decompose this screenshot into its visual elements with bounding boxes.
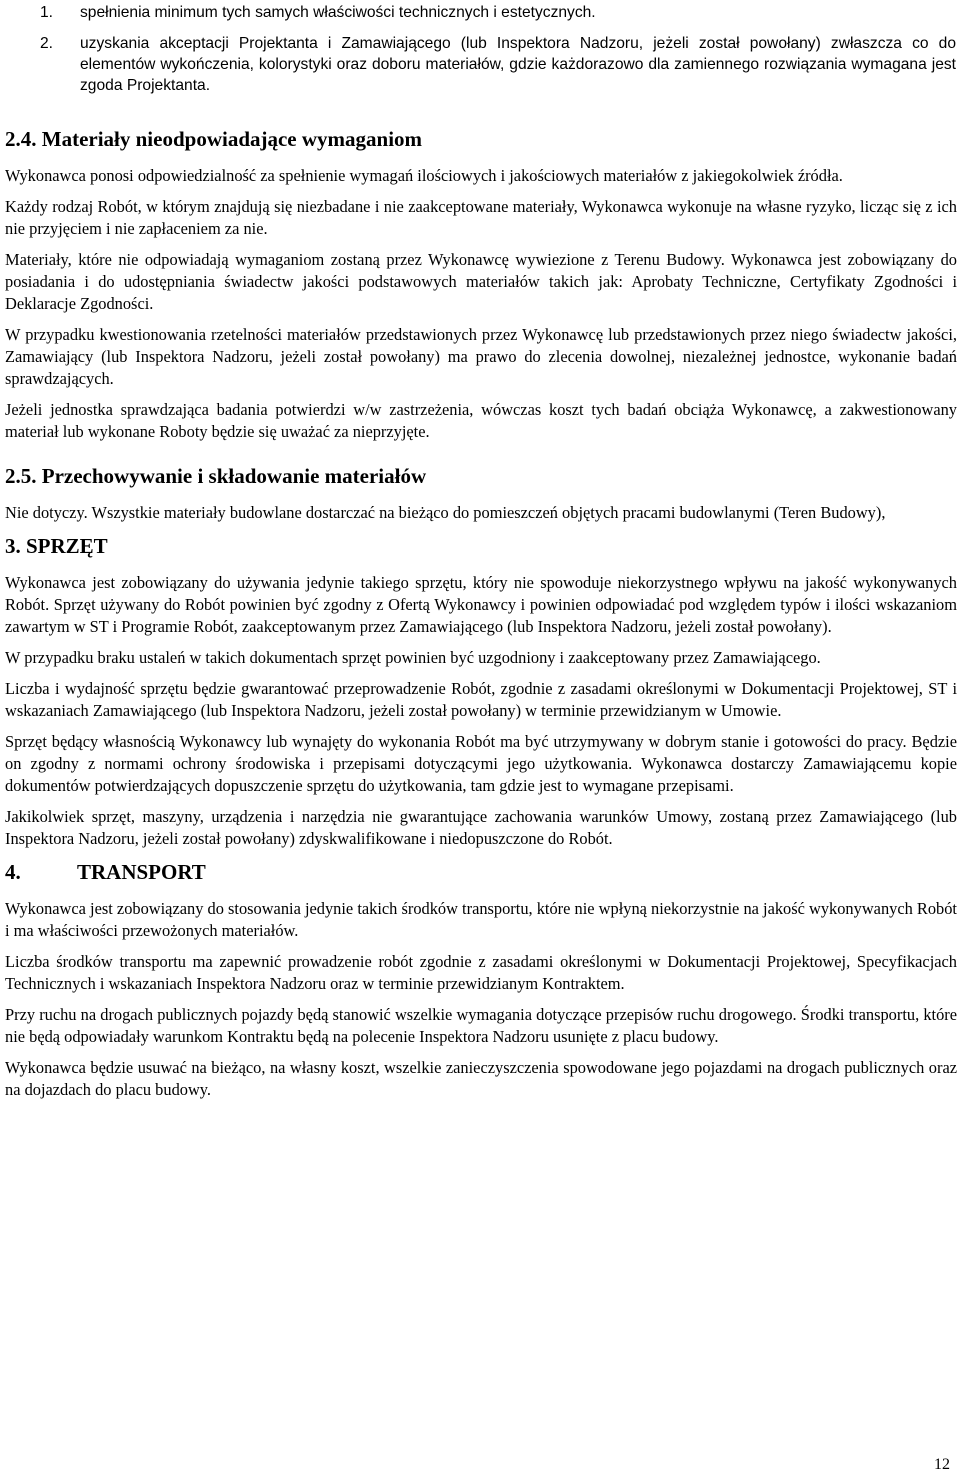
paragraph: Wykonawca będzie usuwać na bieżąco, na własny koszt, wszelkie zanieczyszczenia spowodowane jego pojazdami na drogach publicznych oraz na dojazdach do placu budowy. xyxy=(5,1058,957,1099)
paragraph: W przypadku kwestionowania rzetelności materiałów przedstawionych przez Wykonawcę lub przedstawionych przez niego świadectw jakości, Zamawiający (lub Inspektora Nadzoru, jeżeli został powołany) ma prawo do zlecenia dowolnej, niezależnej jednostce, wykonanie badań sprawdzających. xyxy=(5,325,957,388)
list-item xyxy=(0,33,960,96)
section-heading xyxy=(5,859,957,885)
section-heading xyxy=(5,126,957,152)
document-body xyxy=(5,126,957,1110)
section-title: Przechowywanie i składowanie materiałów xyxy=(41,464,427,488)
section-number: 4. xyxy=(5,860,21,884)
section-2-5 xyxy=(5,463,957,524)
section-number: 2.5. xyxy=(5,464,37,488)
section-3 xyxy=(5,533,957,850)
list-item-number: 1. xyxy=(40,4,54,21)
section-number: 2.4. xyxy=(5,127,37,151)
paragraph: Wykonawca jest zobowiązany do stosowania jedynie takich środków transportu, które nie wpłyną niekorzystnie na jakość wykonywanych Robót i ma właściwości przewożonych materiałów. xyxy=(5,899,957,940)
paragraph: Materiały, które nie odpowiadają wymaganiom zostaną przez Wykonawcę wywiezione z Terenu Budowy. Wykonawca jest zobowiązany do posiadania i do udostępniania świadectw jakości podstawowych materiałów takich jak: Aprobaty Techniczne, Certyfikaty Zgodności i Deklaracje Zgodności. xyxy=(5,250,957,313)
paragraph: Wykonawca jest zobowiązany do używania jedynie takiego sprzętu, który nie spowoduje niekorzystnego wpływu na jakość wykonywanych Robót. Sprzęt używany do Robót powinien być zgodny z Ofertą Wykonawcy i powinien odpowiadać pod względem typów i ilości wskazaniom zawartym w ST i Programie Robót, zaakceptowanym przez Zamawiającego (lub Inspektora Nadzoru, jeżeli został powołany). xyxy=(5,573,957,636)
section-2-4 xyxy=(5,126,957,443)
section-heading xyxy=(5,463,957,489)
paragraph: Liczba i wydajność sprzętu będzie gwarantować przeprowadzenie Robót, zgodnie z zasadami określonymi w Dokumentacji Projektowej, ST i wskazaniach Zamawiającego (lub Inspektora Nadzoru, jeżeli został powołany) w terminie przewidzianym w Umowie. xyxy=(5,679,957,720)
paragraph: Sprzęt będący własnością Wykonawcy lub wynajęty do wykonania Robót ma być utrzymywany w dobrym stanie i gotowości do pracy. Będzie on zgodny z normami ochrony środowiska i przepisami dotyczącymi jego użytkowania. Wykonawca dostarczy Zamawiającemu kopie dokumentów potwierdzających dopuszczenie sprzętu do użytkowania, tam gdzie jest to wymagane przepisami. xyxy=(5,732,957,795)
paragraph: Jakikolwiek sprzęt, maszyny, urządzenia i narzędzia nie gwarantujące zachowania warunków Umowy, zostaną przez Zamawiającego (lub Inspektora Nadzoru, jeżeli został powołany) zdyskwalifikowane i niedopuszczone do Robót. xyxy=(5,807,957,848)
paragraph: Przy ruchu na drogach publicznych pojazdy będą stanowić wszelkie wymagania dotyczące przepisów ruchu drogowego. Środki transportu, które nie będą odpowiadały warunkom Kontraktu będą na polecenie Inspektora Nadzoru usunięte z placu budowy. xyxy=(5,1005,957,1046)
page-number: 12 xyxy=(934,1456,950,1473)
list-item-text: spełnienia minimum tych samych właściwości technicznych i estetycznych. xyxy=(80,4,596,21)
paragraph: Wykonawca ponosi odpowiedzialność za spełnienie wymagań ilościowych i jakościowych materiałów z jakiegokolwiek źródła. xyxy=(5,166,843,185)
paragraph: W przypadku braku ustaleń w takich dokumentach sprzęt powinien być uzgodniony i zaakceptowany przez Zamawiającego. xyxy=(5,648,821,667)
numbered-list xyxy=(0,2,960,106)
section-4 xyxy=(5,859,957,1101)
paragraph: Każdy rodzaj Robót, w którym znajdują się niezbadane i nie zaakceptowane materiały, Wykonawca wykonuje na własne ryzyko, licząc się z ich nie przyjęciem i nie zapłaceniem za nie. xyxy=(5,197,957,238)
section-title: TRANSPORT xyxy=(77,860,206,884)
section-title: SPRZĘT xyxy=(26,534,108,558)
list-item-number: 2. xyxy=(40,35,54,52)
section-title: Materiały nieodpowiadające wymaganiom xyxy=(41,127,423,151)
section-heading xyxy=(5,533,957,559)
section-number: 3. xyxy=(5,534,21,558)
paragraph: Nie dotyczy. Wszystkie materiały budowlane dostarczać na bieżąco do pomieszczeń objętych pracami budowlanymi (Teren Budowy), xyxy=(5,503,886,522)
list-item xyxy=(0,2,960,23)
paragraph: Jeżeli jednostka sprawdzająca badania potwierdzi w/w zastrzeżenia, wówczas koszt tych badań obciąża Wykonawcę, a zakwestionowany materiał lub wykonane Roboty będzie się uważać za nieprzyjęte. xyxy=(5,400,957,441)
list-item-text: uzyskania akceptacji Projektanta i Zamawiającego (lub Inspektora Nadzoru, jeżeli został powołany) zwłaszcza co do elementów wykończenia, kolorystyki oraz doboru materiałów, gdzie każdorazowo dla zamiennego rozwiązania wymagana jest zgoda Projektanta. xyxy=(80,35,956,94)
paragraph: Liczba środków transportu ma zapewnić prowadzenie robót zgodnie z zasadami określonymi w Dokumentacji Projektowej, Specyfikacjach Technicznych i wskazaniach Inspektora Nadzoru oraz w terminie przewidzianym Kontraktem. xyxy=(5,952,957,993)
